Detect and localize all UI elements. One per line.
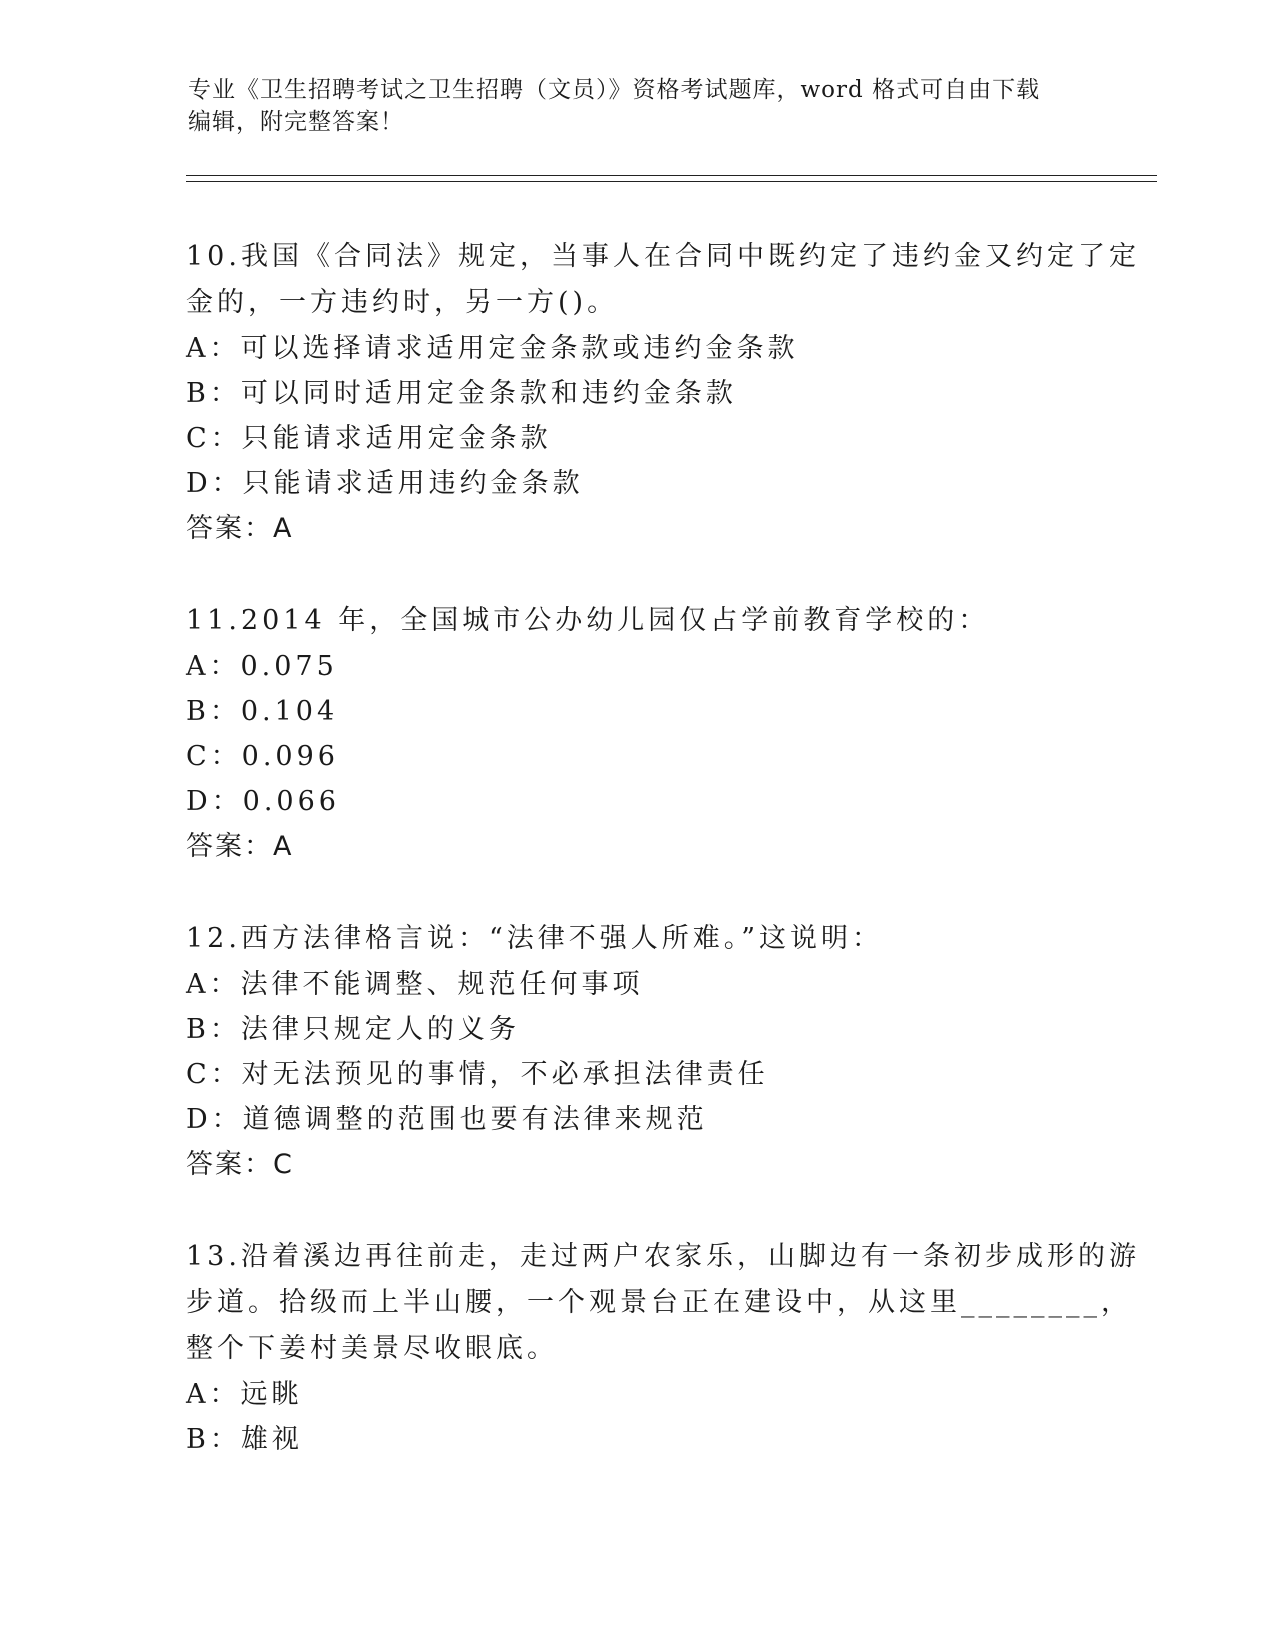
question-stem-line: 10.我国《合同法》规定，当事人在合同中既约定了违约金又约定了定 [186, 241, 1140, 272]
question-13 [186, 1234, 1140, 1462]
option-d: D：只能请求适用违约金条款 [186, 468, 584, 499]
document-header [188, 74, 1088, 138]
option-d: D：0.066 [186, 786, 340, 817]
option-c: C：只能请求适用定金条款 [186, 423, 552, 454]
option-b: B：可以同时适用定金条款和违约金条款 [186, 378, 737, 409]
option-a: A：法律不能调整、规范任何事项 [186, 969, 644, 1000]
option-c: C：0.096 [186, 741, 339, 772]
option-b: B：0.104 [186, 696, 339, 727]
answer-line: 答案：C [186, 1149, 294, 1180]
question-stem-line: 11.2014 年，全国城市公办幼儿园仅占学前教育学校的： [186, 605, 990, 636]
question-stem-line: 13.沿着溪边再往前走，走过两户农家乐，山脚边有一条初步成形的游 [186, 1241, 1140, 1272]
question-stem-line: 金的，一方违约时，另一方()。 [186, 287, 619, 318]
option-a: A：0.075 [186, 651, 338, 682]
header-divider-top [186, 175, 1157, 176]
option-b: B：雄视 [186, 1424, 303, 1455]
answer-line: 答案：A [186, 831, 294, 862]
question-12 [186, 916, 1086, 1188]
option-b: B：法律只规定人的义务 [186, 1014, 520, 1045]
header-divider-bottom [186, 181, 1157, 182]
answer-line: 答案：A [186, 513, 294, 544]
question-stem-line: 12.西方法律格言说：“法律不强人所难。”这说明： [186, 923, 884, 954]
header-line-2: 编辑，附完整答案！ [188, 109, 404, 135]
question-10 [186, 234, 1140, 552]
option-c: C：对无法预见的事情，不必承担法律责任 [186, 1059, 769, 1090]
option-a: A：远眺 [186, 1379, 303, 1410]
question-stem-line: 步道。拾级而上半山腰，一个观景台正在建设中，从这里________， [186, 1287, 1132, 1318]
question-stem-line: 整个下姜村美景尽收眼底。 [186, 1333, 558, 1364]
option-d: D：道德调整的范围也要有法律来规范 [186, 1104, 708, 1135]
question-list [186, 234, 1140, 1508]
question-11 [186, 598, 1086, 870]
header-line-1: 专业《卫生招聘考试之卫生招聘（文员）》资格考试题库，word 格式可自由下载 [188, 77, 1041, 103]
option-a: A：可以选择请求适用定金条款或违约金条款 [186, 333, 799, 364]
